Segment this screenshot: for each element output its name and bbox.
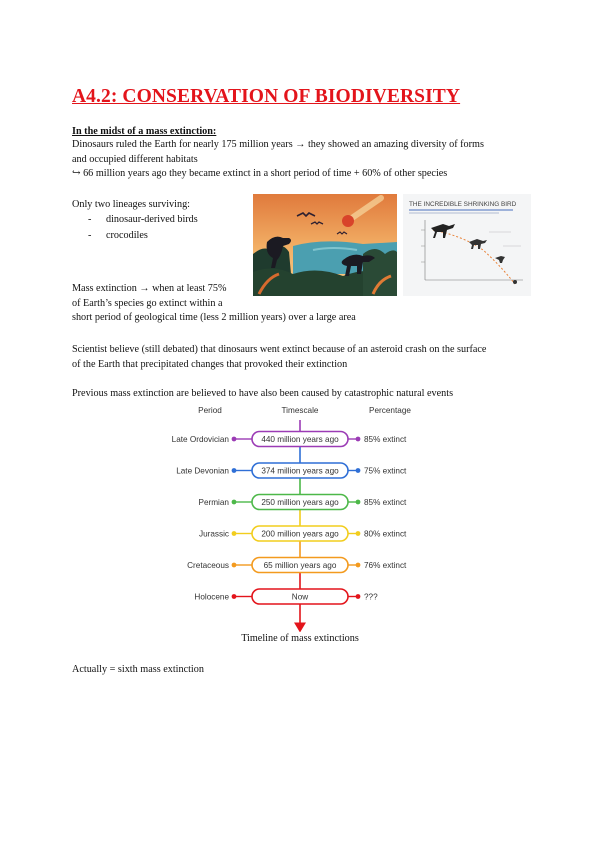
timeline-caption: Timeline of mass extinctions (241, 633, 359, 644)
paragraph-line: Dinosaurs ruled the Earth for nearly 175 million years → they showed an amazing diversity of forms (72, 139, 484, 150)
paragraph-line: Mass extinction → when at least 75% (72, 283, 227, 294)
mass-extinction-timeline (150, 402, 450, 632)
dinosaur-extinction-illustration (253, 194, 397, 296)
period-label: Holocene (194, 592, 229, 602)
timescale-label: 440 million years ago (261, 435, 339, 444)
timeline-dot (232, 531, 237, 536)
timeline-dot (232, 468, 237, 473)
timeline-dot (356, 468, 361, 473)
paragraph-line: Previous mass extinction are believed to have also been caused by catastrophic natural events (72, 388, 454, 399)
timeline-dot (356, 500, 361, 505)
header-percentage: Percentage (369, 406, 411, 415)
timeline-arrow-icon (294, 623, 306, 633)
period-label: Jurassic (198, 529, 229, 539)
paragraph-line: and occupied different habitats (72, 154, 198, 165)
percentage-label: 85% extinct (364, 435, 407, 444)
list-item: - dinosaur-derived birds (88, 214, 198, 225)
timeline-dot (356, 437, 361, 442)
percentage-label: ??? (364, 592, 378, 602)
paragraph-line: of the Earth that precipitated changes that provoked their extinction (72, 359, 348, 370)
list-item: - crocodiles (88, 229, 148, 241)
timeline-dot (232, 500, 237, 505)
timescale-label: 374 million years ago (261, 466, 339, 476)
chart-title: THE INCREDIBLE SHRINKING BIRD (409, 201, 517, 208)
paragraph-line: short period of geological time (less 2 million years) over a large area (72, 312, 356, 323)
percentage-label: 85% extinct (364, 498, 407, 507)
lineage-list (88, 212, 198, 243)
period-label: Late Devonian (176, 466, 229, 476)
paragraph-line: ↪ 66 million years ago they became extinct in a short period of time + 60% of other species (72, 168, 448, 179)
timescale-label: Now (291, 592, 309, 602)
header-period: Period (198, 406, 222, 415)
timeline-dot (232, 437, 237, 442)
shrinking-bird-chart-image (403, 194, 531, 296)
paragraph-line: of Earth’s species go extinct within a (72, 298, 223, 309)
timeline-dot (232, 594, 237, 599)
timeline-dot (356, 563, 361, 568)
timescale-label: 250 million years ago (261, 498, 339, 507)
period-label: Permian (198, 498, 229, 507)
timeline-dot (356, 594, 361, 599)
timescale-label: 200 million years ago (261, 529, 339, 539)
timeline-dot (356, 531, 361, 536)
timescale-label: 65 million years ago (263, 561, 337, 570)
header-timescale: Timescale (281, 406, 319, 415)
percentage-label: 76% extinct (364, 561, 407, 570)
timeline-dot (232, 563, 237, 568)
paragraph-line: Scientist believe (still debated) that dinosaurs went extinct because of an asteroid crash on the surface (72, 344, 487, 355)
percentage-label: 75% extinct (364, 466, 407, 476)
lineages-intro: Only two lineages surviving: (72, 199, 190, 210)
percentage-label: 80% extinct (364, 529, 407, 539)
page-title: A4.2: CONSERVATION OF BIODIVERSITY (72, 86, 461, 107)
period-label: Cretaceous (187, 561, 229, 570)
section-heading: In the midst of a mass extinction: (72, 126, 217, 137)
conclusion-line: Actually = sixth mass extinction (72, 664, 204, 675)
period-label: Late Ordovician (171, 435, 229, 444)
